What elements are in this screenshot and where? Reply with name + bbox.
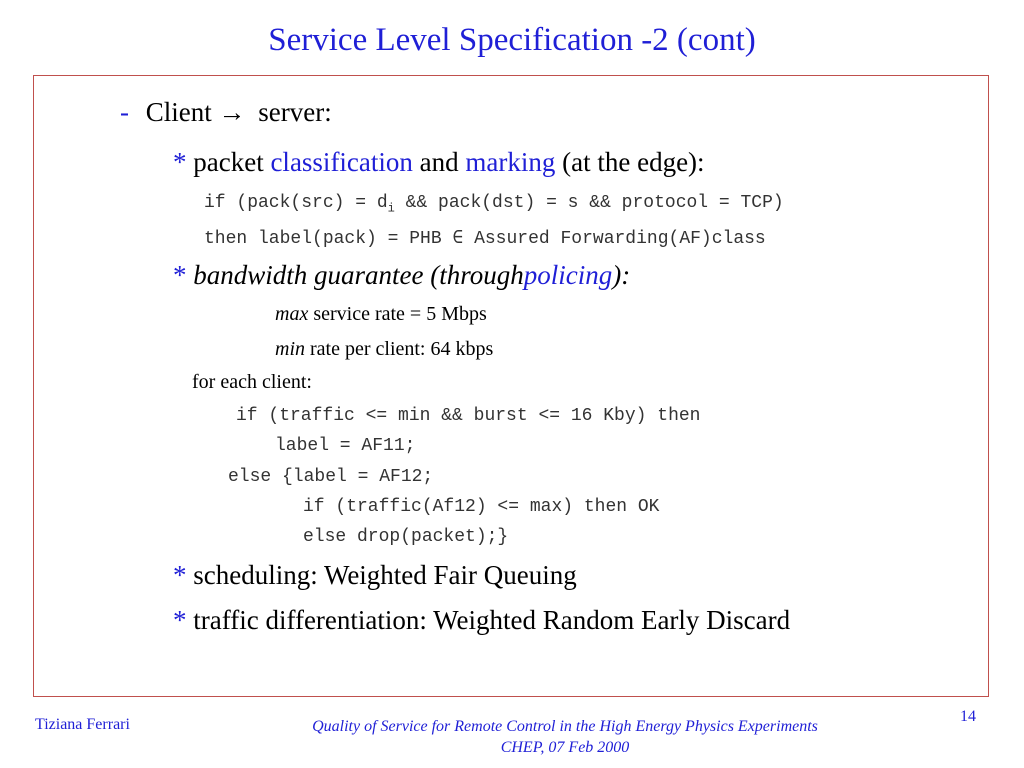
min-rest: rate per client: 64 kbps [310,338,494,360]
max-rate-line [275,303,487,326]
policing-term: policing [523,260,613,290]
marking-term: marking [465,147,556,177]
classification-term: classification [270,147,413,177]
dash-bullet: - [120,97,129,127]
footer-talk-info [240,716,890,758]
code-if-pack [204,193,784,216]
code-traffic-if: if (traffic <= min && burst <= 16 Kby) then [236,406,701,426]
code-else-label: else {label = AF12; [228,467,434,487]
packet-prefix: packet [193,147,264,177]
packet-classification-line [173,147,705,178]
star-bullet: * [173,560,187,590]
min-word: min [275,338,305,360]
at-edge-text: (at the edge): [562,147,705,177]
bandwidth-end: ): [612,260,631,290]
scheduling-line [173,560,577,591]
max-word: max [275,303,309,325]
code-if-part-a: if (pack(src) = d [204,193,388,213]
differentiation-line [173,605,790,636]
code-else-drop: else drop(packet);} [303,527,509,547]
arrow-icon: → [218,97,246,127]
slide-title: Service Level Specification -2 (cont) [268,22,756,58]
star-bullet: * [173,147,187,177]
max-rest: service rate = 5 Mbps [313,303,487,325]
footer-author: Tiziana Ferrari [35,716,130,733]
min-rate-line [275,338,493,361]
code-label-af11: label = AF11; [275,436,416,456]
footer-event: CHEP, 07 Feb 2000 [500,739,630,756]
code-then-label: then label(pack) = PHB ∈ Assured Forwarding(AF)class [204,229,766,249]
differentiation-text: traffic differentiation: Weighted Random Early Discard [193,605,791,635]
star-bullet: * [173,260,187,290]
footer-talk-title: Quality of Service for Remote Control in the High Energy Physics Experiments [312,718,818,735]
bandwidth-text: bandwidth guarantee (through [193,260,524,290]
star-bullet: * [173,605,187,635]
code-if-part-b: && pack(dst) = s && protocol = TCP) [394,193,784,213]
client-label: Client [145,97,212,127]
client-server-heading [120,97,332,128]
page-number: 14 [960,708,976,725]
for-each-client: for each client: [192,371,312,393]
server-label: server: [258,97,332,127]
code-subscript-i: i [387,201,395,216]
bandwidth-line [173,260,630,291]
and-word: and [419,147,459,177]
code-if-af12: if (traffic(Af12) <= max) then OK [303,497,660,517]
scheduling-text: scheduling: Weighted Fair Queuing [193,560,577,590]
